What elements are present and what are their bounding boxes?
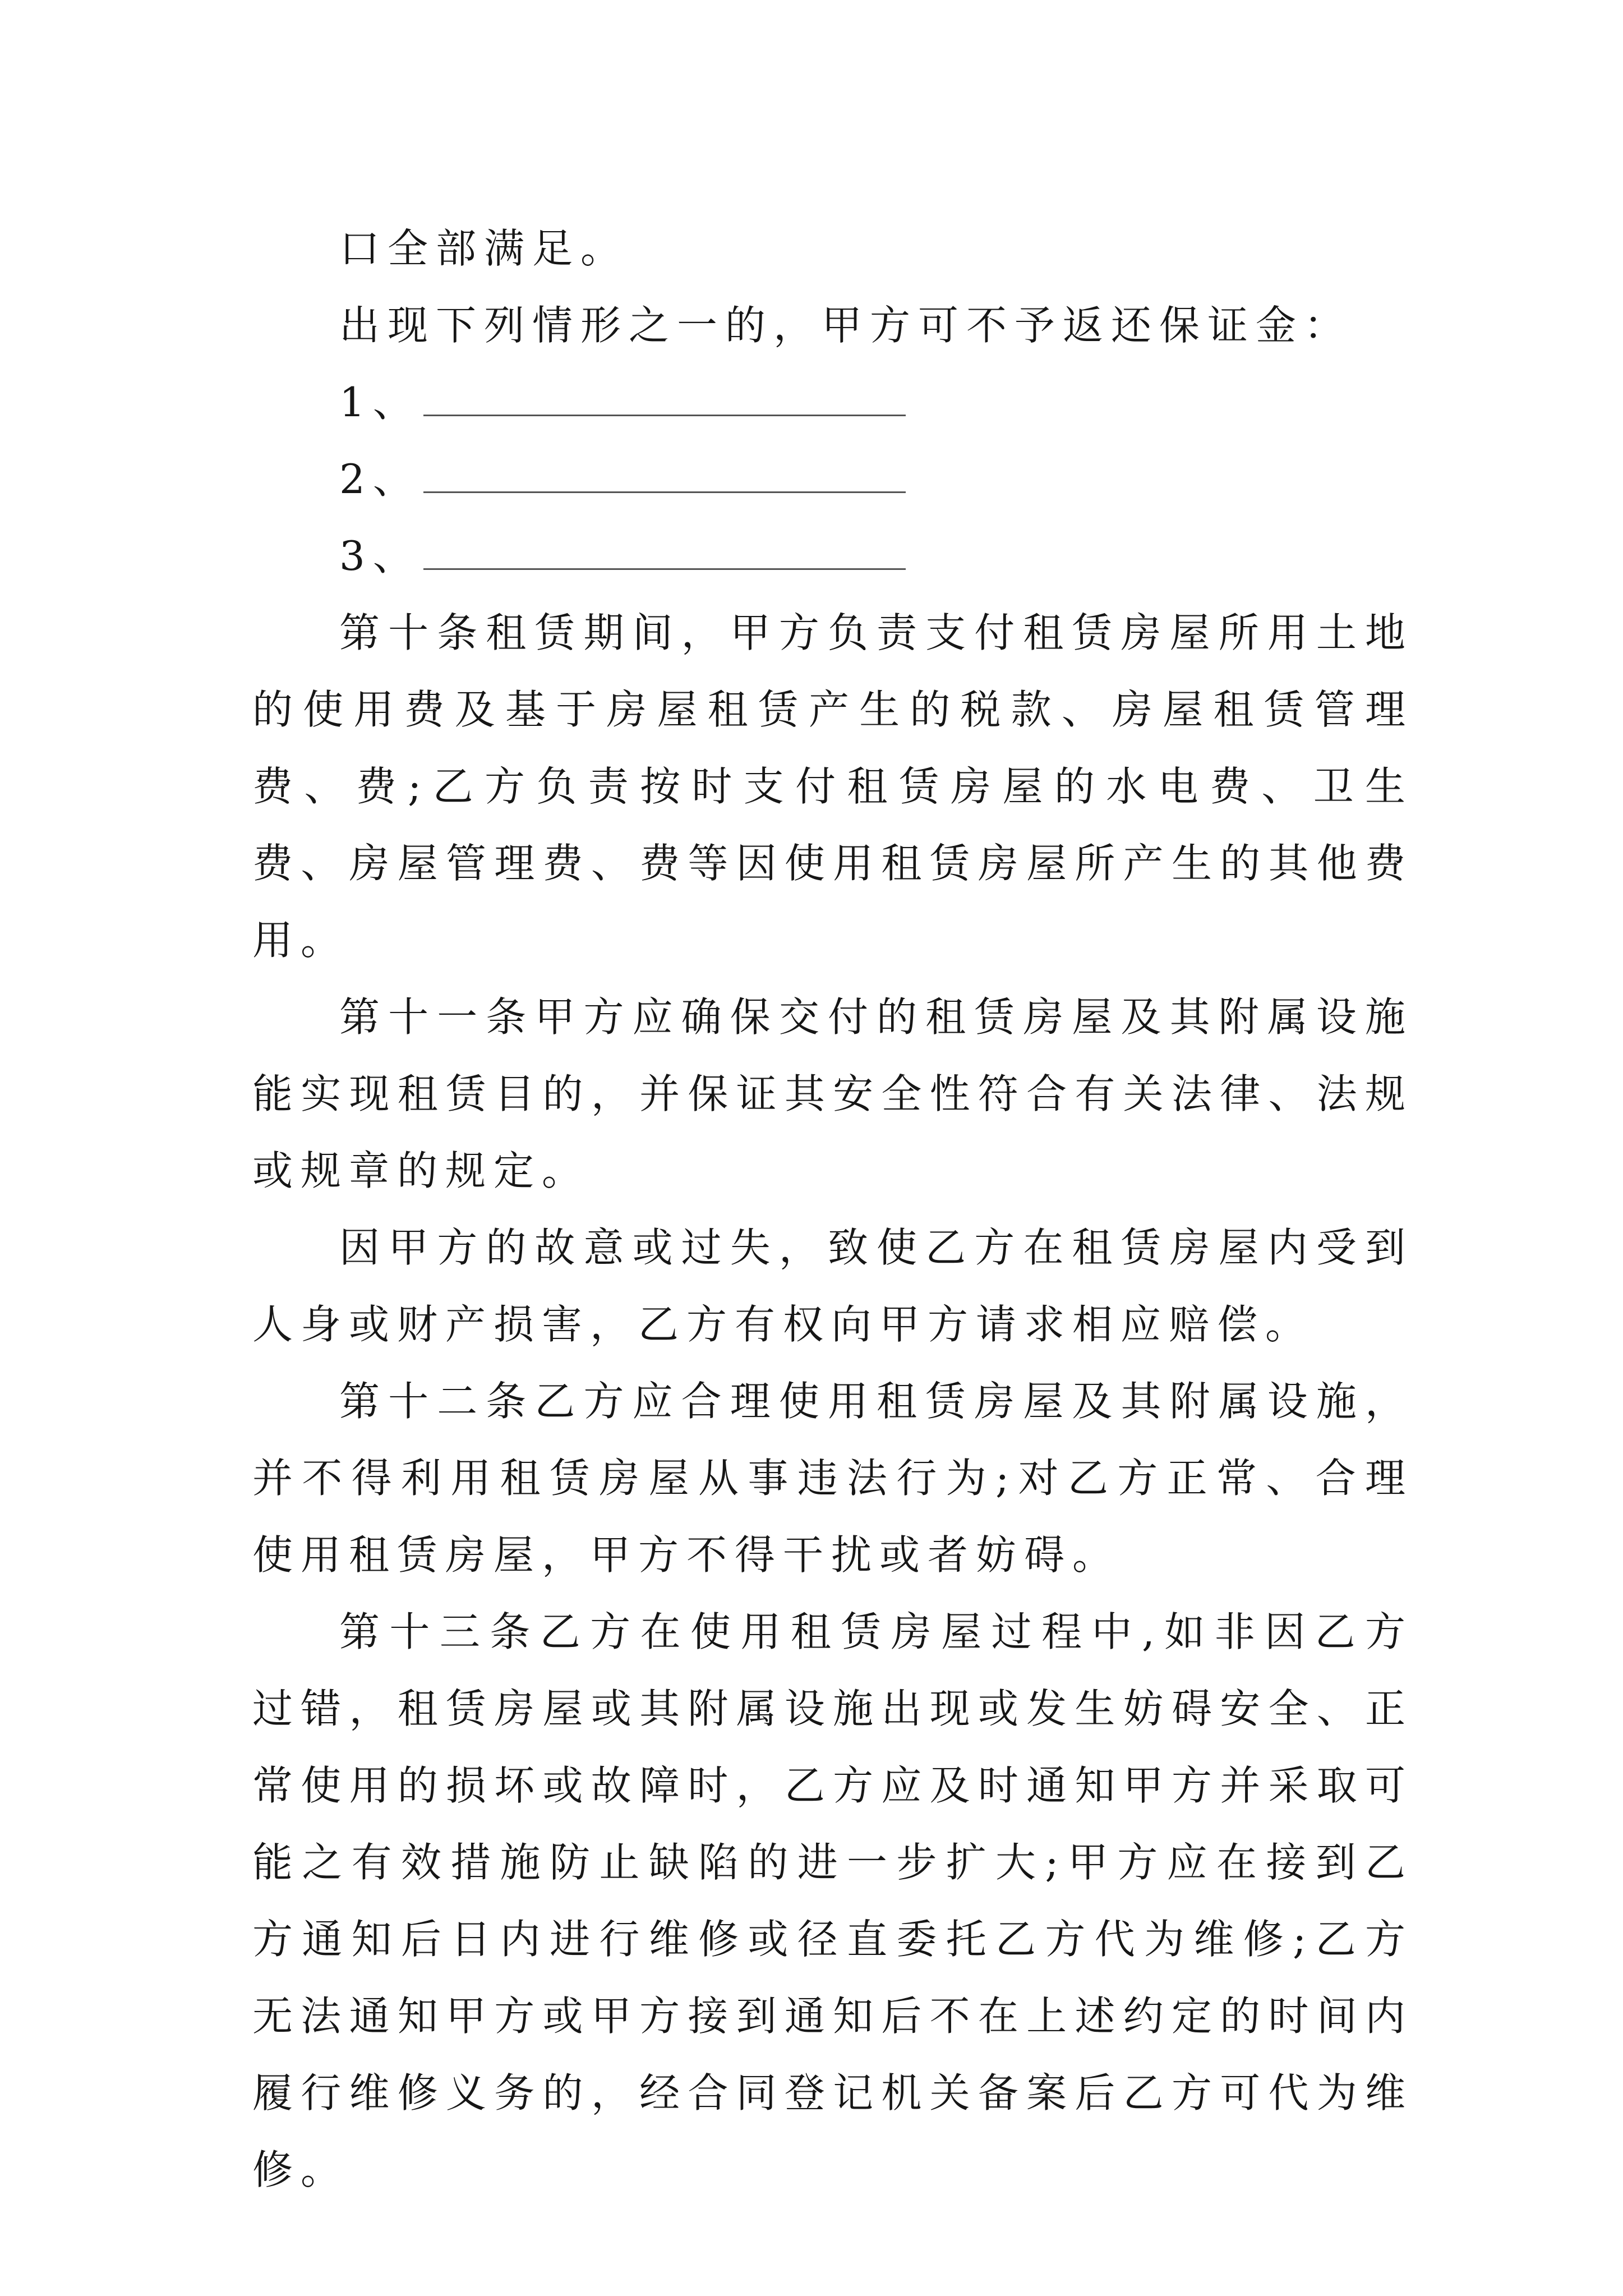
list-item-1 [252,364,1413,441]
article-13: 第十三条乙方在使用租赁房屋过程中,如非因乙方过错，租赁房屋或其附属设施出现或发生妨碍安全、正常使用的损坏或故障时，乙方应及时通知甲方并采取可能之有效措施防止缺陷的进一步扩大;甲方应在接到乙方通知后日内进行维修或径直委托乙方代为维修;乙方无法通知甲方或甲方接到通知后不在上述约定的时间内履行维修义务的，经合同登记机关备案后乙方可代为维修。 [252,1608,1413,2193]
list-item-3 [252,518,1413,595]
list-item-2 [252,441,1413,518]
fill-in-blank [423,381,906,416]
paragraph-continuation: 口全部满足。 [339,225,629,272]
article-10: 第十条租赁期间，甲方负责支付租赁房屋所用土地的使用费及基于房屋租赁产生的税款、房屋租赁管理费、费;乙方负责按时支付租赁房屋的水电费、卫生费、房屋管理费、费等因使用租赁房屋所产生的其他费用。 [252,609,1413,964]
list-item-number: 2、 [339,455,421,503]
paragraph-deposit-conditions: 出现下列情形之一的，甲方可不予返还保证金： [339,302,1353,349]
document-body [252,210,1413,2208]
article-11-paragraph-2: 因甲方的故意或过失，致使乙方在租赁房屋内受到人身或财产损害，乙方有权向甲方请求相应赔偿。 [252,1224,1413,1348]
list-item-number: 3、 [339,532,421,579]
article-11: 第十一条甲方应确保交付的租赁房屋及其附属设施能实现租赁目的，并保证其安全性符合有关法律、法规或规章的规定。 [252,993,1413,1194]
fill-in-blank [423,458,906,493]
article-12: 第十二条乙方应合理使用租赁房屋及其附属设施，并不得利用租赁房屋从事违法行为;对乙方正常、合理使用租赁房屋，甲方不得干扰或者妨碍。 [252,1378,1413,1579]
list-item-number: 1、 [339,379,421,426]
fill-in-blank [423,535,906,570]
